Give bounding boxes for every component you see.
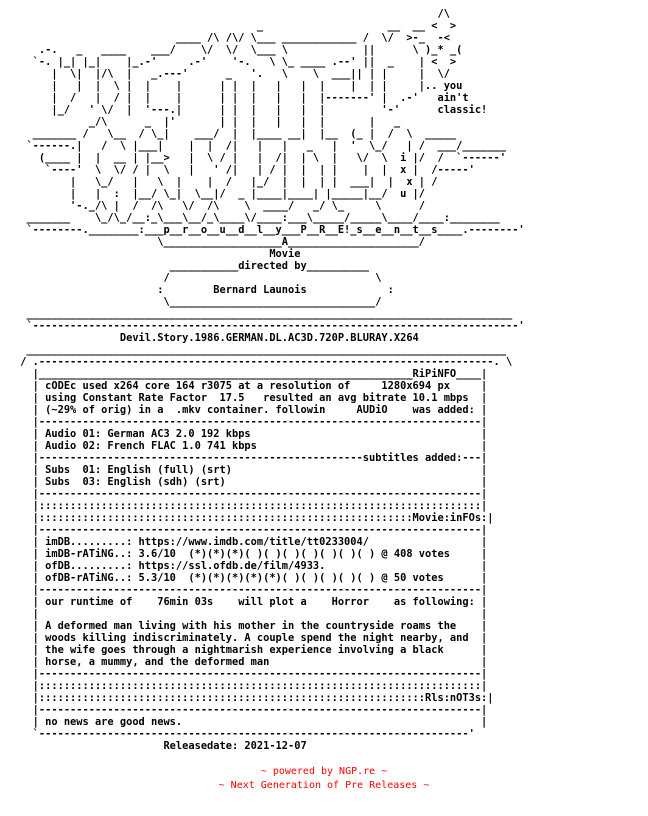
nfo-line: |-----------------------------------------------------------------------| bbox=[14, 524, 488, 536]
nfo-line: ______________________________________________________________________________ bbox=[14, 308, 513, 320]
nfo-line: | A deformed man living with his mother in the countryside roams the | bbox=[14, 620, 488, 632]
nfo-line: | \| |/\ | _.---' _ '. \ \ ___|| | | | \/ bbox=[14, 68, 450, 80]
nfo-line: | cODEc used x264 core 164 r3075 at a resolution of 1280x694 px | bbox=[14, 380, 488, 392]
nfo-line: | | | \ | | | | | | | | | | | | |.. you bbox=[14, 80, 463, 92]
nfo-line: | woods killing indiscriminately. A couple spend the night nearby, and | bbox=[14, 632, 488, 644]
nfo-line: | | bbox=[14, 608, 488, 620]
nfo-line: | \_/ | \ | | / |_/ | | | | ___| | x | / bbox=[14, 176, 438, 188]
nfo-line: | no news are good news. | bbox=[14, 716, 488, 728]
nfo-line: _ __ __ < > bbox=[14, 20, 457, 32]
nfo-line: _/\ _ |' | | | | | | | _ bbox=[14, 116, 401, 128]
nfo-line: \_________________________________/ bbox=[14, 296, 382, 308]
nfo-line: `------.| / \ |___| | | /| | | _ | ' \_/ | / ___/_______ bbox=[14, 140, 506, 152]
nfo-line: |::::::::::::::::::::::::::::::::::::::::::::::::::::::::::::Movie:inFOs:| bbox=[14, 512, 494, 524]
nfo-line: |:::::::::::::::::::::::::::::::::::::::::::::::::::::::::::::::::::::::| bbox=[14, 680, 488, 692]
nfo-line: |-----------------------------------------------------------------------| bbox=[14, 668, 488, 680]
nfo-line: | imDB-rATiNG..: 3.6/10 (*)(*)(*)( )( )( )( )( )( )( ) @ 408 votes | bbox=[14, 548, 488, 560]
nfo-line: | Subs 03: English (sdh) (srt) | bbox=[14, 476, 488, 488]
nfo-line: |_/ ' \/ | '---.| | | | | | | '-' classic! bbox=[14, 104, 488, 116]
nfo-line: |-----------------------------------------------------------------------| bbox=[14, 584, 488, 596]
nfo-line: |____________________________________________________________RiPiNFO____| bbox=[14, 368, 488, 380]
nfo-line: | Subs 01: English (full) (srt) | bbox=[14, 464, 488, 476]
nfo-line: |:::::::::::::::::::::::::::::::::::::::::::::::::::::::::::::::::::::::| bbox=[14, 500, 488, 512]
nfo-line: |----------------------------------------------------subtitles added:---| bbox=[14, 452, 488, 464]
nfo-line: _____________________________________________________________________________ bbox=[14, 344, 506, 356]
nfo-line: | imDB.........: https://www.imdb.com/title/tt0233004/ | bbox=[14, 536, 488, 548]
nfo-line: ___________directed by__________ bbox=[14, 260, 369, 272]
nfo-line: | using Constant Rate Factor 17.5 resulted an avg bitrate 10.1 mbps | bbox=[14, 392, 488, 404]
nfo-line: Movie bbox=[14, 248, 301, 260]
nfo-line: ____ /\ /\/ \___ ____________ / \/ >-_ -< bbox=[14, 32, 450, 44]
nfo-line: `-. |_| |_| |_.-' .-' '-. \ \_ ____ .--' || _ | < > bbox=[14, 56, 457, 68]
nfo-line: | ofDB.........: https://ssl.ofdb.de/film/4933. | bbox=[14, 560, 488, 572]
nfo-line: / .-------------------------------------------------------------------------. \ bbox=[14, 356, 513, 368]
nfo-line: .-. _ ____ ___/ \/ \/ \___ \ || \ )_* _( bbox=[14, 44, 463, 56]
nfo-line: Releasedate: 2021-12-07 bbox=[14, 740, 307, 752]
nfo-line: /\ bbox=[14, 8, 450, 20]
nfo-line: | Audio 01: German AC3 2.0 192 kbps | bbox=[14, 428, 488, 440]
nfo-line: \___________________A_____________________/ bbox=[14, 236, 426, 248]
nfo-line: _______ \_/\_/__:_\___\__/_\____\/____:___\_____/_____\____/____:________ bbox=[14, 212, 500, 224]
nfo-line: / \ bbox=[14, 272, 382, 284]
nfo-line: | our runtime of 76min 03s will plot a Horror as following: | bbox=[14, 596, 488, 608]
nfo-line: |::::::::::::::::::::::::::::::::::::::::::::::::::::::::::::::Rls:nOT3s:| bbox=[14, 692, 494, 704]
nfo-line: | | : |__/ \_| \__|/ _ |____|____| |_____|__/ u |/ bbox=[14, 188, 426, 200]
nfo-line: `------------------------------------------------------------------------------' bbox=[14, 320, 525, 332]
nfo-line: | horse, a mummy, and the deformed man | bbox=[14, 656, 488, 668]
nfo-line: _______ / \__ / \_| ___/ | |____ __| |__ (_ | / \ _____ bbox=[14, 128, 457, 140]
nfo-line: `---------------------------------------------------------------------' bbox=[14, 728, 475, 740]
nfo-line: (____ | | __ | |__> | \ / | | /| | \ | \/ \ i |/ / `------' bbox=[14, 152, 506, 164]
nfo-line: | the wife goes through a nightmarish experience involving a black | bbox=[14, 644, 488, 656]
nfo-line: |-----------------------------------------------------------------------| bbox=[14, 704, 488, 716]
footer-powered-by: ~ powered by NGP.re ~ bbox=[260, 766, 388, 777]
footer-tagline: ~ Next Generation of Pre Releases ~ bbox=[218, 780, 430, 791]
nfo-line: | Audio 02: French FLAC 1.0 741 kbps | bbox=[14, 440, 488, 452]
nfo-line: | / | / | | | | | | | | |-------' | .-' ain't bbox=[14, 92, 469, 104]
nfo-line: : Bernard Launois : bbox=[14, 284, 394, 296]
nfo-line: `--------.________:___p__r__o__u__d__l__y___P__R__E!_s__e__n__t__s____.--------' bbox=[14, 224, 525, 236]
nfo-line: '-._/\ | / /\ \/ /\ \ ____/ _/ \_ \ / bbox=[14, 200, 426, 212]
nfo-line: Devil.Story.1986.GERMAN.DL.AC3D.720P.BLURAY.X264 bbox=[14, 332, 419, 344]
nfo-line: | (~29% of orig) in a .mkv container. followin AUDiO was added: | bbox=[14, 404, 488, 416]
nfo-text-block bbox=[14, 8, 525, 752]
nfo-line: `----' \ \/ / | \ | ' /| | / | | | | | | x | /-----' bbox=[14, 164, 475, 176]
nfo-line: |-----------------------------------------------------------------------| bbox=[14, 488, 488, 500]
nfo-line: |-----------------------------------------------------------------------| bbox=[14, 416, 488, 428]
nfo-line: | ofDB-rATiNG..: 5.3/10 (*)(*)(*)(*)(*)( )( )( )( )( ) @ 50 votes | bbox=[14, 572, 488, 584]
